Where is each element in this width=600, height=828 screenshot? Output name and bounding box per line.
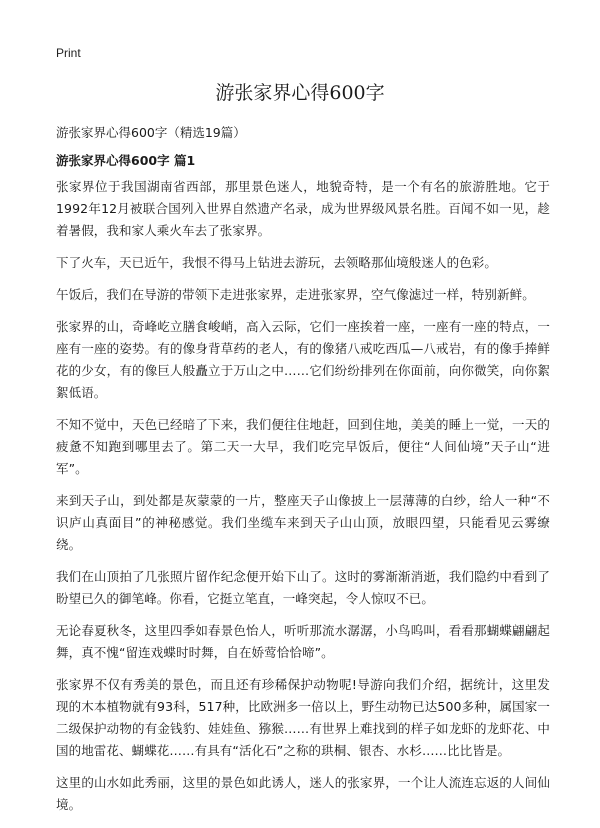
paragraph: 我们在山顶拍了几张照片留作纪念便开始下山了。这时的雾渐渐消逝，我们隐约中看到了盼望已久的御笔峰。你看，它挺立笔直，一峰突起，令人惊叹不已。 xyxy=(56,569,550,606)
paragraph: 张家界不仅有秀美的景色，而且还有珍稀保护动物呢!导游向我们介绍，据统计，这里发现的木本植物就有93科，517种，比欧洲多一倍以上，野生动物已达500多种，属国家一二级保护动物的有金钱豹、娃娃鱼、猕猴……有世界上难找到的样子如龙虾的龙虾花、中国的地雷花、蝴蝶花……有具有“活化石”之称的珙桐、银杏、水杉……比比皆是。 xyxy=(56,677,550,758)
document-subtitle: 游张家界心得600字（精选19篇） xyxy=(56,125,246,140)
paragraph: 无论春夏秋冬，这里四季如春景色怡人，听听那流水潺潺，小鸟呜叫，看看那蝴蝶翩翩起舞，真不愧“留连戏蝶时时舞，自在娇莺恰恰啼”。 xyxy=(56,623,550,660)
paragraph: 不知不觉中，天色已经暗了下来，我们便往住地赶，回到住地，美美的睡上一觉，一天的疲惫不知跑到哪里去了。第二天一大早，我们吃完早饭后，便往“人间仙境”天子山“进军”。 xyxy=(56,417,550,476)
paragraph: 来到天子山，到处都是灰蒙蒙的一片，整座天子山像披上一层薄薄的白纱，给人一种“不识庐山真面目”的神秘感觉。我们坐缆车来到天子山山顶，放眼四望，只能看见云雾缭绕。 xyxy=(56,493,550,552)
paragraph: 这里的山水如此秀丽，这里的景色如此诱人，迷人的张家界，一个让人流连忘返的人间仙境。 xyxy=(56,775,550,812)
print-link[interactable]: Print xyxy=(56,46,81,60)
paragraph: 下了火车，天已近午，我恨不得马上钻进去游玩，去领略那仙境般迷人的色彩。 xyxy=(56,255,498,270)
article-body xyxy=(56,176,550,826)
paragraph: 张家界位于我国湖南省西部，那里景色迷人，地貌奇特，是一个有名的旅游胜地。它于1992年12月被联合国列入世界自然遗产名录，成为世界级风景名胜。百闻不如一见，趁着暑假，我和家人乘火车去了张家界。 xyxy=(56,179,550,238)
section-heading: 游张家界心得600字 篇1 xyxy=(56,153,196,168)
paragraph: 张家界的山，奇峰屹立膳食峻峭，高入云际，它们一座挨着一座，一座有一座的特点，一座有一座的姿势。有的像身背草药的老人，有的像猪八戒吃西瓜—八戒岩，有的像手捧鲜花的少女，有的像巨人般矗立于万山之中……它们纷纷排列在你面前，向你微笑，向你絮絮低语。 xyxy=(56,319,550,400)
paragraph: 午饭后，我们在导游的带领下走进张家界，走进张家界，空气像滤过一样，特别新鲜。 xyxy=(56,287,535,302)
page-title: 游张家界心得600字 xyxy=(215,82,385,104)
